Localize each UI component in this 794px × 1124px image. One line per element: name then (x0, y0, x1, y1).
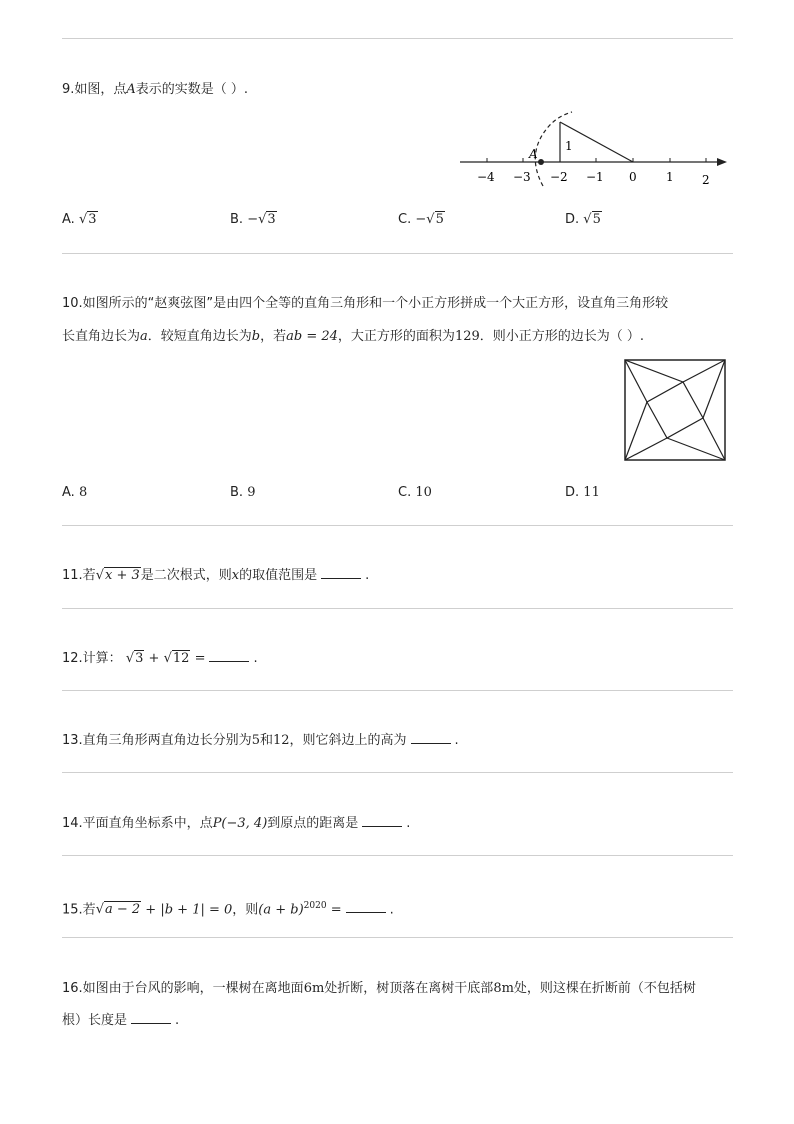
q9-option-d[interactable]: D. √5 (565, 212, 601, 227)
tick-label: 0 (629, 170, 637, 184)
question-16-line1: 16.如图由于台风的影响，一棵树在离地面6m处折断，树顶落在离树干底部8m处，则这棵在折断前（不包括树 (62, 981, 696, 996)
question-14: 14.平面直角坐标系中，点P(−3, 4)到原点的距离是 . (62, 816, 411, 831)
separator (62, 525, 733, 526)
separator (62, 608, 733, 609)
q10-option-c[interactable]: C. 10 (398, 485, 432, 500)
tick-label: −2 (550, 170, 568, 184)
question-10-line1: 10.如图所示的“赵爽弦图”是由四个全等的直角三角形和一个小正方形拼成一个大正方形，设直角三角形较 (62, 296, 669, 311)
question-15: 15.若√a − 2 + |b + 1| = 0，则$(a + b)^{2020}$ = . (62, 901, 394, 918)
tick-label: 2 (702, 173, 710, 187)
q9-option-b[interactable]: B. −√3 (230, 212, 276, 227)
q10-option-a[interactable]: A. 8 (62, 485, 88, 500)
q10-option-d[interactable]: D. 11 (565, 485, 600, 500)
separator (62, 855, 733, 856)
question-12: 12.计算： √3 + √12 = . (62, 651, 258, 666)
height-label: 1 (565, 139, 573, 153)
tick-label: 1 (666, 170, 674, 184)
answer-blank[interactable] (346, 900, 386, 913)
tick-label: −1 (586, 170, 604, 184)
answer-blank[interactable] (209, 649, 249, 662)
question-16-line2: 根）长度是 . (62, 1013, 180, 1028)
question-10-line2: 长直角边长为a．较短直角边长为b，若ab = 24，大正方形的面积为129．则小正方形的边长为（ ）. (62, 329, 645, 344)
point-a-label: A (529, 147, 538, 161)
separator (62, 253, 733, 254)
tick-label: −3 (513, 170, 531, 184)
answer-blank[interactable] (131, 1011, 171, 1024)
answer-blank[interactable] (362, 814, 402, 827)
number-line-figure (455, 108, 740, 188)
separator (62, 937, 733, 938)
question-13: 13.直角三角形两直角边长分别为5和12，则它斜边上的高为 . (62, 733, 459, 748)
answer-blank[interactable] (411, 731, 451, 744)
separator (62, 772, 733, 773)
separator (62, 690, 733, 691)
zhao-shuang-diagram (623, 358, 727, 462)
q9-option-a[interactable]: A. √3 (62, 212, 97, 227)
tick-label: −4 (477, 170, 495, 184)
question-11: 11.若√x + 3是二次根式，则x的取值范围是 . (62, 568, 370, 583)
answer-blank[interactable] (321, 566, 361, 579)
q10-option-b[interactable]: B. 9 (230, 485, 256, 500)
question-9: 9.如图，点A表示的实数是（ ）. (62, 82, 249, 97)
separator-top (62, 38, 733, 39)
q9-option-c[interactable]: C. −√5 (398, 212, 444, 227)
